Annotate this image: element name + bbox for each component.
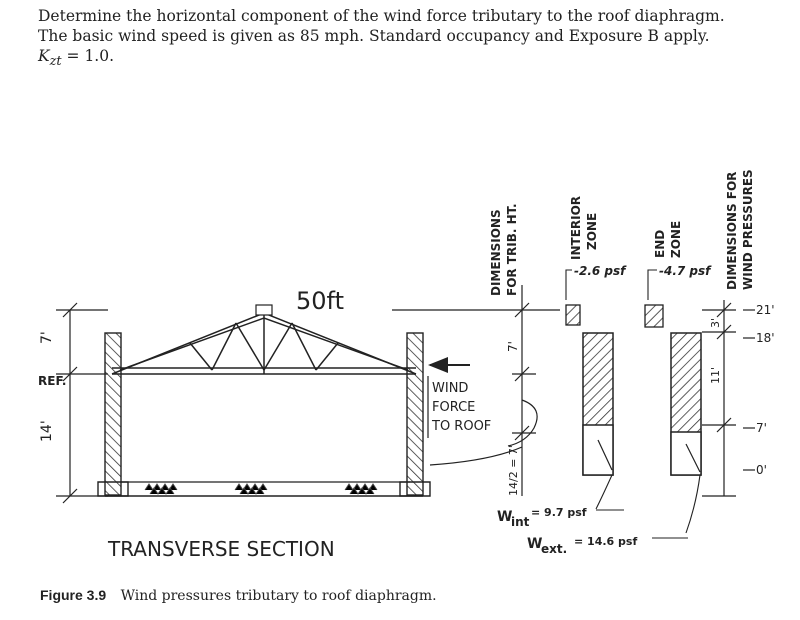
w-int-main: W	[497, 509, 513, 525]
wind-label-1: WIND	[432, 381, 469, 396]
level-21: 21'	[756, 303, 775, 317]
interior-pressure-diagram	[566, 305, 613, 509]
roof-height-label: 7'	[39, 331, 55, 344]
pressure-dim-header-2: WIND PRESSURES	[741, 169, 755, 290]
dim-3-label: 3'	[709, 317, 722, 328]
level-0: 0'	[756, 463, 767, 477]
trib-lower-dim: 14/2 = 7'	[507, 445, 520, 496]
caption-text: Wind pressures tributary to roof diaphragm.	[120, 588, 437, 604]
w-int-value: = 9.7 psf	[531, 506, 587, 519]
interior-zone-label-2: ZONE	[585, 212, 599, 250]
section-title: TRANSVERSE SECTION	[108, 537, 335, 561]
soil-hatch	[145, 484, 377, 494]
wall-height-label: 14'	[39, 420, 55, 442]
wind-label-3: TO ROOF	[432, 419, 492, 434]
figure-number: Figure 3.9	[40, 587, 107, 603]
pressure-dimension	[702, 300, 755, 496]
kzt-subscript: zt	[49, 54, 62, 70]
ref-label: REF.	[38, 374, 67, 388]
end-pressure: -4.7 psf	[659, 264, 711, 278]
figure-caption	[40, 587, 437, 604]
end-zone-label-2: ZONE	[669, 220, 683, 258]
left-column	[105, 333, 121, 495]
problem-line-2: The basic wind speed is given as 85 mph. Standard occupancy and Exposure B apply.	[38, 27, 710, 45]
interior-zone-label-1: INTERIOR	[569, 195, 583, 260]
building-section	[98, 305, 430, 496]
kzt-symbol: K	[38, 47, 50, 65]
w-ext-value: = 14.6 psf	[574, 535, 638, 548]
pressure-dim-header-1: DIMENSIONS FOR	[725, 171, 739, 290]
w-int-sub: int	[511, 515, 530, 529]
wind-label-2: FORCE	[432, 400, 476, 415]
w-ext-sub: ext.	[541, 542, 568, 556]
problem-line-1: Determine the horizontal component of the wind force tributary to the roof diaphragm.	[38, 7, 725, 25]
trib-header-1: DIMENSIONS	[489, 209, 503, 296]
roof-truss	[112, 313, 416, 374]
span-label: 50ft	[296, 287, 344, 315]
level-18: 18'	[756, 331, 775, 345]
trib-upper-dim: 7'	[506, 341, 520, 352]
interior-pressure: -2.6 psf	[574, 264, 626, 278]
kzt-value: = 1.0.	[66, 47, 115, 65]
end-pressure-diagram	[645, 305, 701, 533]
end-zone-label-1: END	[653, 229, 667, 258]
level-7: 7'	[756, 421, 767, 435]
left-dimension	[56, 303, 108, 503]
w-ext-main: W	[527, 536, 543, 552]
dim-11-label: 11'	[709, 366, 722, 384]
right-column	[407, 333, 423, 495]
trib-header-2: FOR TRIB. HT.	[505, 203, 519, 296]
